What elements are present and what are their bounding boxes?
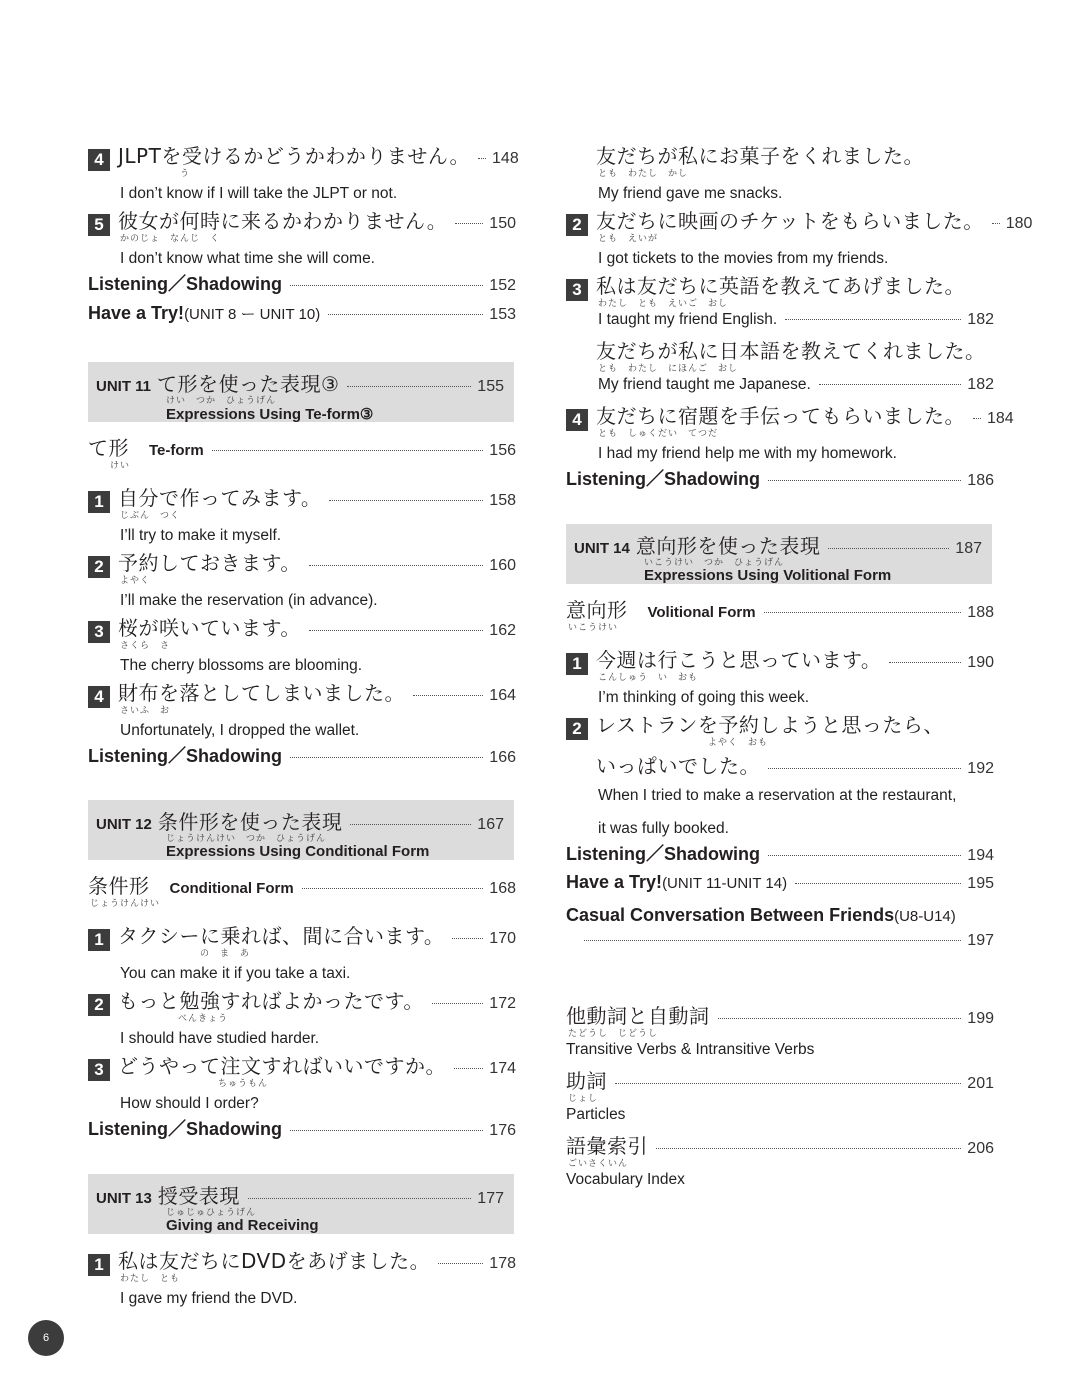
- dot-leader: [309, 565, 483, 566]
- entry-translation: I’ll make the reservation (in advance).: [120, 592, 378, 609]
- page-number: 190: [967, 654, 994, 671]
- entry-translation: I’ll try to make it myself.: [120, 527, 282, 544]
- dot-leader: [454, 1068, 483, 1069]
- page-number: 188: [967, 604, 994, 621]
- page-number: 166: [489, 749, 516, 766]
- toc-entry-listening[interactable]: [88, 270, 516, 296]
- toc-entry[interactable]: [566, 140, 994, 203]
- furigana: とも えいが: [598, 234, 659, 244]
- toc-entry[interactable]: [566, 1130, 994, 1189]
- toc-entry-listening[interactable]: [566, 840, 994, 866]
- furigana: いこうけい つか ひょうげん: [644, 558, 785, 568]
- entry-title: 語彙索引: [566, 1134, 648, 1158]
- entry-title: 桜が咲いています。: [118, 616, 301, 640]
- entry-title: Have a Try!: [566, 872, 663, 892]
- page-number: 197: [967, 932, 994, 949]
- entry-title: Listening／Shadowing: [88, 746, 282, 766]
- dot-leader: [309, 630, 483, 631]
- dot-leader: [290, 285, 483, 286]
- furigana: ちゅうもん: [218, 1079, 269, 1089]
- toc-entry[interactable]: [88, 985, 516, 1048]
- entry-number: 2: [566, 718, 588, 740]
- furigana: よやく: [120, 576, 151, 586]
- dot-leader: [452, 938, 483, 939]
- dot-leader: [212, 450, 484, 451]
- entry-translation: Transitive Verbs & Intransitive Verbs: [566, 1041, 815, 1058]
- dot-leader: [290, 757, 483, 758]
- dot-leader: [432, 1003, 483, 1004]
- furigana: じょうけんけい つか ひょうげん: [166, 834, 327, 844]
- page-number: 148: [492, 150, 519, 167]
- page-number: 158: [489, 492, 516, 509]
- toc-entry[interactable]: [566, 400, 1014, 463]
- entry-number: 1: [88, 929, 110, 951]
- entry-number: 2: [88, 556, 110, 578]
- furigana: う: [180, 169, 191, 179]
- entry-title: 予約しておきます。: [118, 551, 301, 575]
- page-number-badge: 6: [28, 1320, 64, 1356]
- entry-translation: I gave my friend the DVD.: [120, 1290, 298, 1307]
- dot-leader: [819, 384, 961, 385]
- page-number: 177: [477, 1190, 504, 1207]
- unit-label: UNIT 13: [96, 1190, 152, 1207]
- dot-leader: [768, 480, 961, 481]
- furigana: かのじょ なんじ く: [120, 234, 221, 244]
- page-number: 167: [477, 816, 504, 833]
- toc-entry[interactable]: [88, 677, 516, 740]
- page-number: 184: [987, 410, 1014, 427]
- toc-entry[interactable]: [566, 709, 994, 845]
- toc-entry-form[interactable]: [88, 870, 516, 909]
- dot-leader: [413, 695, 483, 696]
- toc-entry[interactable]: [88, 1245, 516, 1308]
- furigana: こんしゅう い おも: [598, 673, 699, 683]
- furigana: とも わたし かし: [598, 169, 689, 179]
- entry-translation: My friend taught me Japanese.: [598, 376, 811, 393]
- entry-title: 私は友だちにDVDをあげました。: [118, 1249, 431, 1273]
- entry-title: Listening／Shadowing: [88, 1119, 282, 1139]
- unit-title: 条件形を使った表現: [157, 810, 343, 834]
- furigana: よやく おも: [708, 738, 769, 748]
- unit-header[interactable]: [88, 1174, 514, 1234]
- entry-title: どうやって注文すればいいですか。: [118, 1054, 446, 1078]
- entry-title: Have a Try!: [88, 303, 185, 323]
- dot-leader: [889, 662, 961, 663]
- toc-entry[interactable]: [566, 205, 1033, 268]
- entry-translation: I don’t know what time she will come.: [120, 250, 375, 267]
- entry-translation: I’m thinking of going this week.: [598, 689, 810, 706]
- entry-title: レストランを予約しようと思ったら、: [596, 713, 944, 737]
- dot-leader: [973, 418, 981, 419]
- toc-entry-listening[interactable]: [88, 742, 516, 768]
- entry-number: 4: [566, 409, 588, 431]
- furigana: じぶん つく: [120, 511, 181, 521]
- page-number: 182: [967, 376, 994, 393]
- entry-translation: My friend gave me snacks.: [598, 185, 783, 202]
- page-number: 164: [489, 687, 516, 704]
- entry-number: 3: [88, 621, 110, 643]
- entry-title: て形: [88, 436, 129, 460]
- entry-translation: When I tried to make a reservation at the restaurant,: [598, 787, 957, 804]
- page-number: 206: [967, 1140, 994, 1157]
- entry-title-cont: いっぱいでした。: [596, 754, 760, 778]
- entry-title: 友だちが私にお菓子をくれました。: [596, 144, 924, 168]
- entry-number: 3: [88, 1059, 110, 1081]
- entry-number: 4: [88, 149, 110, 171]
- furigana: の ま あ: [200, 949, 251, 959]
- entry-label: Te-form: [149, 442, 204, 459]
- entry-title: 彼女が何時に来るかわかりません。: [118, 209, 448, 233]
- entry-title: 助詞: [566, 1069, 607, 1093]
- furigana: とも しゅくだい てつだ: [598, 429, 719, 439]
- unit-title: て形を使った表現③: [157, 372, 340, 396]
- dot-leader: [718, 1018, 962, 1019]
- page-number: 170: [489, 930, 516, 947]
- entry-title: Casual Conversation Between Friends: [566, 905, 895, 925]
- entry-range: (UNIT 11-UNIT 14): [662, 875, 788, 892]
- page-number: 155: [477, 378, 504, 395]
- furigana: さくら さ: [120, 641, 171, 651]
- page-number: 156: [489, 442, 516, 459]
- furigana: わたし とも: [120, 1274, 181, 1284]
- entry-title: 他動詞と自動詞: [566, 1004, 710, 1028]
- unit-label: UNIT 12: [96, 816, 152, 833]
- entry-number: 1: [88, 1254, 110, 1276]
- entry-title: Listening／Shadowing: [88, 274, 282, 294]
- toc-entry[interactable]: [88, 140, 519, 203]
- dot-leader: [438, 1263, 483, 1264]
- toc-entry-have-a-try[interactable]: [566, 872, 994, 893]
- entry-title: 自分で作ってみます。: [118, 486, 322, 510]
- entry-translation: I taught my friend English.: [598, 311, 778, 328]
- entry-title: 条件形: [88, 874, 150, 898]
- entry-translation: I had my friend help me with my homework.: [598, 445, 897, 462]
- entry-number: 4: [88, 686, 110, 708]
- page-number: 186: [967, 472, 994, 489]
- entry-range: (UNIT 8 ー UNIT 10): [184, 306, 321, 323]
- entry-number: 3: [566, 279, 588, 301]
- entry-title: 今週は行こうと思っています。: [596, 648, 882, 672]
- entry-title: 私は友だちに英語を教えてあげました。: [596, 274, 965, 298]
- dot-leader: [350, 824, 471, 825]
- unit-header[interactable]: [566, 524, 992, 584]
- page-number: 180: [1005, 215, 1033, 232]
- toc-entry-have-a-try[interactable]: [88, 303, 516, 324]
- toc-entry[interactable]: [88, 1050, 516, 1113]
- entry-title: 財布を落としてしまいました。: [118, 681, 405, 705]
- page-number: 150: [489, 215, 516, 232]
- furigana: けい つか ひょうげん: [166, 396, 277, 406]
- entry-title: タクシーに乗れば、間に合います。: [118, 924, 445, 948]
- unit-title: 授受表現: [157, 1184, 240, 1208]
- entry-translation: How should I order?: [120, 1095, 259, 1112]
- toc-entry-form[interactable]: [88, 432, 516, 471]
- page-number: 192: [967, 760, 994, 777]
- page-number: 160: [489, 557, 516, 574]
- entry-title: もっと勉強すればよかったです。: [118, 989, 424, 1013]
- entry-translation: Vocabulary Index: [566, 1171, 685, 1188]
- furigana: じょし: [568, 1094, 599, 1104]
- toc-entry-form[interactable]: [566, 594, 994, 633]
- entry-translation: Particles: [566, 1106, 626, 1123]
- furigana: けい: [110, 461, 131, 471]
- dot-leader: [290, 1130, 483, 1131]
- furigana: わたし とも えいご おし: [598, 299, 729, 309]
- entry-number: 1: [566, 653, 588, 675]
- furigana: いこうけい: [568, 623, 619, 633]
- dot-leader: [768, 855, 961, 856]
- unit-label: UNIT 11: [96, 378, 152, 395]
- dot-leader: [795, 883, 961, 884]
- entry-title: 友だちが私に日本語を教えてくれました。: [596, 339, 986, 363]
- unit-subtitle: Expressions Using Conditional Form: [166, 843, 430, 860]
- furigana: じょうけんけい: [90, 899, 161, 909]
- toc-entry[interactable]: [566, 644, 994, 707]
- page-number: 195: [967, 875, 994, 892]
- toc-entry[interactable]: [88, 547, 516, 610]
- entry-number: 2: [566, 214, 588, 236]
- page-number: 152: [489, 277, 516, 294]
- entry-title: Listening／Shadowing: [566, 844, 760, 864]
- entry-title: 友だちに映画のチケットをもらいました。: [596, 209, 984, 233]
- dot-leader: [329, 500, 483, 501]
- entry-translation-cont: it was fully booked.: [598, 820, 729, 837]
- page-number: 178: [489, 1255, 516, 1272]
- page-number: 182: [967, 311, 994, 328]
- dot-leader: [584, 940, 961, 941]
- furigana: じゅじゅひょうげん: [166, 1208, 257, 1218]
- toc-entry-listening[interactable]: [88, 1115, 516, 1141]
- page-number: 199: [967, 1010, 994, 1027]
- toc-entry[interactable]: [566, 335, 994, 394]
- toc-entry[interactable]: [566, 270, 994, 329]
- toc-entry[interactable]: [88, 205, 516, 268]
- toc-entry[interactable]: [88, 612, 516, 675]
- entry-translation: I got tickets to the movies from my friends.: [598, 250, 889, 267]
- dot-leader: [328, 314, 483, 315]
- unit-header[interactable]: [88, 800, 514, 860]
- dot-leader: [347, 386, 471, 387]
- dot-leader: [656, 1148, 961, 1149]
- entry-title: Listening／Shadowing: [566, 469, 760, 489]
- unit-subtitle: Expressions Using Te-form③: [166, 406, 374, 423]
- toc-entry[interactable]: [566, 1065, 994, 1124]
- page-number: 176: [489, 1122, 516, 1139]
- entry-label: Conditional Form: [169, 880, 294, 897]
- furigana: ごいさくいん: [568, 1159, 629, 1169]
- dot-leader: [768, 768, 961, 769]
- toc-entry[interactable]: [566, 1000, 994, 1059]
- unit-header[interactable]: [88, 362, 514, 422]
- entry-label: Volitional Form: [647, 604, 756, 621]
- entry-title: 友だちに宿題を手伝ってもらいました。: [596, 404, 965, 428]
- entry-translation: You can make it if you take a taxi.: [120, 965, 351, 982]
- dot-leader: [248, 1198, 471, 1199]
- entry-number: 2: [88, 994, 110, 1016]
- toc-entry-casual[interactable]: [566, 905, 994, 950]
- dot-leader: [478, 158, 486, 159]
- page-number: 168: [489, 880, 516, 897]
- entry-title: JLPTを受けるかどうかわかりません。: [118, 144, 471, 168]
- entry-translation: The cherry blossoms are blooming.: [120, 657, 363, 674]
- dot-leader: [455, 223, 483, 224]
- toc-entry-listening[interactable]: [566, 465, 994, 491]
- page-number: 172: [489, 995, 516, 1012]
- furigana: たどうし じどうし: [568, 1029, 659, 1039]
- entry-range: (U8-U14): [894, 908, 956, 925]
- dot-leader: [302, 888, 484, 889]
- furigana: とも わたし にほんご おし: [598, 364, 739, 374]
- unit-title: 意向形を使った表現: [635, 534, 821, 558]
- toc-entry[interactable]: [88, 920, 516, 983]
- entry-translation: I should have studied harder.: [120, 1030, 320, 1047]
- furigana: さいふ お: [120, 706, 171, 716]
- dot-leader: [764, 612, 962, 613]
- unit-subtitle: Expressions Using Volitional Form: [644, 567, 892, 584]
- entry-translation: I don’t know if I will take the JLPT or not.: [120, 185, 398, 202]
- entry-title: 意向形: [566, 598, 628, 622]
- entry-number: 5: [88, 214, 110, 236]
- page-number: 194: [967, 847, 994, 864]
- page-number: 187: [955, 540, 982, 557]
- dot-leader: [992, 223, 1000, 224]
- unit-subtitle: Giving and Receiving: [166, 1217, 319, 1234]
- page-number: 162: [489, 622, 516, 639]
- toc-entry[interactable]: [88, 482, 516, 545]
- entry-translation: Unfortunately, I dropped the wallet.: [120, 722, 360, 739]
- page-number: 174: [489, 1060, 516, 1077]
- entry-number: 1: [88, 491, 110, 513]
- unit-label: UNIT 14: [574, 540, 630, 557]
- page-number: 153: [489, 306, 516, 323]
- dot-leader: [828, 548, 949, 549]
- furigana: べんきょう: [178, 1014, 229, 1024]
- dot-leader: [785, 319, 961, 320]
- page-number: 201: [967, 1075, 994, 1092]
- dot-leader: [615, 1083, 961, 1084]
